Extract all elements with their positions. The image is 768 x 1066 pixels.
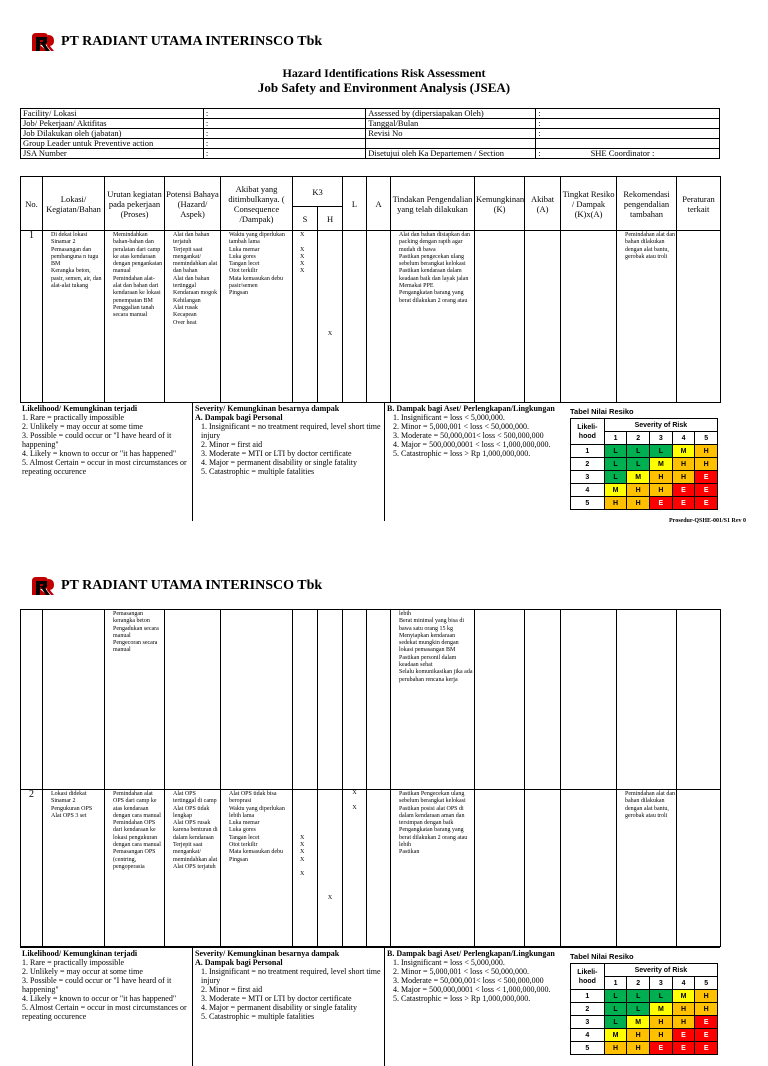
- risk-matrix: [570, 418, 718, 510]
- list-item: • Alat dan bahan tertinggal: [173, 276, 219, 291]
- likelihood-row: 5: [571, 1042, 605, 1055]
- info-colon: :: [203, 139, 365, 149]
- row-potensi-list: [166, 232, 219, 327]
- list-item: • Kehilangan: [173, 298, 219, 305]
- risk-matrix: [570, 963, 718, 1055]
- list-item: • Waktu yang diperlukan lebih lama: [229, 806, 291, 821]
- line-item: 3. Moderate = MTI or LTI by doctor certificate: [201, 449, 352, 458]
- col-k3: K3: [293, 177, 343, 207]
- list-item: • Terjepit saat mengankat/ memindahkan alat dan bahan: [173, 247, 219, 276]
- list-item: • Alat OPS rusak karena benturan di dalam kendaraan: [173, 820, 219, 842]
- list-item: • Terjepit saat mengankat/ memindahkan alat: [173, 842, 219, 864]
- risk-cell: H: [627, 1029, 650, 1042]
- row-tindakan-list: [392, 791, 473, 857]
- severity-col: 4: [672, 432, 695, 445]
- list-item: • Alat rusak: [173, 305, 219, 312]
- risk-cell: H: [672, 471, 695, 484]
- severity-head: Severity of Risk: [604, 964, 717, 977]
- likelihood-title: Likelihood/ Kemungkinan terjadi: [22, 949, 138, 958]
- page-2: [0, 560, 768, 1052]
- list-item: • Menyiapkan kendaraan sedekat mungkin dengan lokasi pemasangan BM: [399, 633, 473, 655]
- row-s-marks: [300, 791, 316, 879]
- severity-col: 2: [627, 977, 650, 990]
- list-item: • Luka memar: [229, 820, 291, 827]
- line-item: 4. Major = 500,000,0001 < loss < 1,000,000,000.: [393, 985, 551, 994]
- risk-cell: H: [695, 990, 718, 1003]
- risk-cell: H: [650, 471, 673, 484]
- list-item: • Otot terkilir: [229, 268, 291, 275]
- risk-cell: L: [604, 458, 627, 471]
- likelihood-head: Likeli-hood: [571, 964, 605, 990]
- line-item: [300, 298, 316, 305]
- row-h-mark: X: [318, 231, 343, 403]
- severity-col: 2: [627, 432, 650, 445]
- col-tindakan: Tindakan Pengendalian yang telah dilakukan: [391, 177, 475, 231]
- procedure-code: Prosedur-QSHE-001/S1 Rev 0: [668, 518, 746, 524]
- risk-cell: E: [672, 1042, 695, 1055]
- asset-title: B. Dampak bagi Aset/ Perlengkapan/Lingkungan: [387, 404, 555, 413]
- table-row: [21, 790, 721, 947]
- info-colon: :: [203, 149, 365, 159]
- severity-col: 1: [604, 432, 627, 445]
- severity-subtitle: A. Dampak bagi Personal: [195, 413, 283, 422]
- list-item: • Pemasangan OPS (centring, pengoperasia: [113, 849, 163, 871]
- col-l: L: [343, 177, 367, 231]
- likelihood-items: [22, 958, 190, 1021]
- line-item: 1. Rare = practically impossible: [22, 958, 125, 967]
- list-item: • Alat dan bahan terjatuh: [173, 232, 219, 247]
- risk-cell: M: [604, 484, 627, 497]
- row-rekomendasi-list: [618, 232, 675, 261]
- info-tanggal-label: Tanggal/Bulan: [366, 119, 536, 129]
- line-item: [300, 791, 316, 798]
- row-lokasi-list: [44, 791, 103, 820]
- col-rekomendasi: Rekomendasi pengendalian tambahan: [617, 177, 677, 231]
- severity-col: 4: [672, 977, 695, 990]
- line-item: 4. Major = 500,000,0001 < loss < 1,000,000,000.: [393, 440, 551, 449]
- tindakan-cont-top: lebih: [399, 611, 411, 617]
- col-urutan: Urutan kegiatan pada pekerjaan (Proses): [105, 177, 165, 231]
- risk-cell: E: [672, 497, 695, 510]
- risk-cell: M: [627, 471, 650, 484]
- list-item: • Mata kemasukan debu pasir/semen: [229, 276, 291, 291]
- severity-col: 5: [695, 432, 718, 445]
- line-item: X: [300, 842, 305, 849]
- company-name: PT RADIANT UTAMA INTERINSCO Tbk: [61, 34, 323, 49]
- list-item: • Lokasi didekat Sinamar 2: [51, 791, 103, 806]
- list-item: • Di dekat lokasi Sinamar 2: [51, 232, 103, 247]
- table-row: [21, 610, 721, 790]
- info-colon: :: [538, 148, 541, 158]
- risk-cell: H: [627, 1042, 650, 1055]
- line-item: [300, 312, 316, 319]
- risk-cell: H: [672, 1016, 695, 1029]
- row-urutan-list: [106, 611, 163, 655]
- col-lokasi: Lokasi/ Kegiatan/Bahan: [43, 177, 105, 231]
- line-item: [300, 813, 316, 820]
- info-colon: :: [536, 109, 720, 119]
- risk-cell: E: [695, 484, 718, 497]
- list-item: • Pastikan Pengecekan ulang sebelum berangkat kelokasi: [399, 791, 473, 806]
- line-item: X: [300, 246, 305, 253]
- asset-legend: [384, 948, 564, 1066]
- row-akibat-list: [222, 791, 291, 864]
- info-colon: :: [536, 129, 720, 139]
- list-item: • Pemindahan alat-alat dan bahan dari kendaraan ke lokasi penempatan BM: [113, 276, 163, 305]
- risk-table-block: [564, 403, 720, 521]
- asset-legend: [384, 403, 564, 521]
- line-item: [300, 320, 316, 327]
- risk-cell: L: [604, 1003, 627, 1016]
- risk-cell: L: [627, 445, 650, 458]
- list-item: • Alat OPS tidak bisa beroprasi: [229, 791, 291, 806]
- list-item: • Mata kemasukan debu: [229, 849, 291, 856]
- list-item: • Pastikan: [399, 849, 473, 856]
- risk-cell: M: [604, 1029, 627, 1042]
- risk-cell: E: [672, 1029, 695, 1042]
- info-facility-label: Facility/ Lokasi: [21, 109, 204, 119]
- severity-title: Severity/ Kemungkinan besarnya dampak: [195, 949, 340, 958]
- col-no: No.: [21, 177, 43, 231]
- col-tingkat: Tingkat Resiko / Dampak (K)x(A): [561, 177, 617, 231]
- line-item: 5. Almost Certain = occur in most circumstances or repeating occurence: [22, 458, 187, 476]
- list-item: • Selalu komunikasikan jika ada perubahan rencana kerja: [399, 669, 473, 684]
- company-name: PT RADIANT UTAMA INTERINSCO Tbk: [61, 578, 323, 593]
- risk-cell: L: [604, 1016, 627, 1029]
- col-akibat-a: Akibat (A): [525, 177, 561, 231]
- line-item: 1. Insignificant = no treatment required, level short time injury: [201, 967, 381, 985]
- asset-items: [387, 958, 562, 1003]
- list-item: • Kecapean: [173, 312, 219, 319]
- line-item: X: [300, 232, 305, 238]
- risk-cell: H: [627, 484, 650, 497]
- info-group-leader-label: Group Leader untuk Preventive action: [21, 139, 204, 149]
- risk-cell: H: [672, 458, 695, 471]
- risk-cell: L: [604, 445, 627, 458]
- row-rekomendasi-list: [618, 791, 675, 820]
- risk-cell: H: [650, 484, 673, 497]
- col-a: A: [367, 177, 391, 231]
- asset-title: B. Dampak bagi Aset/ Perlengkapan/Lingkungan: [387, 949, 555, 958]
- risk-cell: L: [627, 990, 650, 1003]
- risk-cell: H: [604, 1042, 627, 1055]
- list-item: • Pengangkatan barang yang berat dilakukan 2 orang atau lebih: [399, 827, 473, 849]
- legend-section: [20, 947, 720, 1065]
- likelihood-legend: [20, 403, 192, 521]
- risk-cell: L: [650, 990, 673, 1003]
- info-colon: :: [203, 129, 365, 139]
- line-item: X: [300, 253, 305, 260]
- line-item: 2. Unlikely = may occur at some time: [22, 967, 143, 976]
- doc-title: Hazard Identifications Risk Assessment: [282, 66, 486, 80]
- row-lokasi-list: [44, 232, 103, 290]
- risk-cell: E: [650, 1042, 673, 1055]
- company-logo-icon: [30, 575, 56, 597]
- table-row: [21, 231, 721, 403]
- likelihood-row: 2: [571, 1003, 605, 1016]
- risk-cell: L: [604, 471, 627, 484]
- risk-cell: L: [627, 458, 650, 471]
- line-item: [300, 239, 316, 246]
- col-potensi: Potensi Bahaya (Hazard/ Aspek): [165, 177, 221, 231]
- col-s: S: [293, 207, 318, 231]
- likelihood-head: Likeli-hood: [571, 419, 605, 445]
- severity-col: 3: [650, 977, 673, 990]
- line-item: X: [300, 856, 305, 863]
- line-item: [300, 798, 316, 805]
- risk-table-title: Tabel Nilai Resiko: [570, 952, 634, 961]
- row-potensi-list: [166, 791, 219, 871]
- info-assessed-label: Assessed by (dipersiapakan Oleh): [366, 109, 536, 119]
- list-item: • Alat OPS tertinggal di camp: [173, 791, 219, 806]
- line-item: 4. Likely = known to occur or "it has happened": [22, 449, 177, 458]
- line-item: 3. Moderate = MTI or LTI by doctor certificate: [201, 994, 352, 1003]
- severity-head: Severity of Risk: [604, 419, 717, 432]
- risk-cell: H: [627, 497, 650, 510]
- info-she-label: SHE Coordinator :: [590, 148, 655, 158]
- likelihood-row: 4: [571, 1029, 605, 1042]
- risk-cell: E: [695, 1029, 718, 1042]
- severity-col: 1: [604, 977, 627, 990]
- line-item: [300, 305, 316, 312]
- risk-cell: M: [672, 990, 695, 1003]
- severity-legend: [192, 948, 384, 1066]
- list-item: • Pemasangan kerangka beton: [113, 611, 163, 626]
- list-item: • Pastikan pengecekan ulang sebelum berangkat kelokasi: [399, 254, 473, 269]
- list-item: • Alat OPS 3 set: [51, 813, 103, 820]
- company-header: [30, 30, 322, 54]
- list-item: • Kendaraan mogok: [173, 290, 219, 297]
- risk-cell: E: [695, 1042, 718, 1055]
- list-item: • Pemindahan alat dan bahan dilakukan dengan alat bantu, gerobak atau troli: [625, 791, 675, 820]
- line-item: 2. Minor = 5,000,001 < loss < 50,000,000.: [393, 422, 529, 431]
- risk-cell: M: [627, 1016, 650, 1029]
- likelihood-row: 3: [571, 1016, 605, 1029]
- row-s-marks: [300, 232, 316, 327]
- list-item: • Kerangka beton, pasir, semen, air, dan alat-alat tukang: [51, 268, 103, 290]
- row-no: 2: [21, 790, 43, 947]
- info-revisi-label: Revisi No: [366, 129, 536, 139]
- line-item: [300, 827, 316, 834]
- risk-table-title: Tabel Nilai Resiko: [570, 407, 634, 416]
- line-item: 5. Catastrophic = multiple fatalities: [201, 1012, 315, 1021]
- list-item: • Tangan lecet: [229, 835, 291, 842]
- line-item: [344, 797, 365, 804]
- company-logo-icon: [30, 31, 56, 53]
- risk-cell: H: [650, 1029, 673, 1042]
- line-item: 1. Insignificant = loss < 5,000,000.: [393, 413, 505, 422]
- line-item: [300, 864, 316, 871]
- risk-cell: M: [650, 1003, 673, 1016]
- risk-cell: M: [650, 458, 673, 471]
- list-item: • Pastikan posisi alat OPS di dalam kendaraan aman dan tersimpan dengan baik: [399, 806, 473, 828]
- risk-cell: E: [672, 484, 695, 497]
- list-item: • Pastikan personil dalam keadaan sehat: [399, 655, 473, 670]
- row-urutan-list: [106, 791, 163, 871]
- legend-section: [20, 402, 720, 520]
- severity-subtitle: A. Dampak bagi Personal: [195, 958, 283, 967]
- line-item: 5. Catastrophic = loss > Rp 1,000,000,000.: [393, 994, 531, 1003]
- list-item: • Memindahkan bahan-bahan dan peralatan dari camp ke atas kendaraan dengan pengankatan manual: [113, 232, 163, 276]
- line-item: X: [300, 871, 305, 878]
- jsea-table: [20, 176, 721, 403]
- list-item: • Pemindahan OPS dari kendaraan ke lokasi pengukuran dengan cara manual: [113, 820, 163, 849]
- line-item: [300, 290, 316, 297]
- row-tindakan-list: [392, 618, 473, 684]
- list-item: • Alat OPS terjatuh: [173, 864, 219, 871]
- likelihood-row: 1: [571, 990, 605, 1003]
- line-item: 1. Insignificant = no treatment required, level short time injury: [201, 422, 381, 440]
- list-item: • Pemasangan dan pembanguna n tugu BM: [51, 247, 103, 269]
- line-item: X: [352, 804, 357, 811]
- info-jsa-label: JSA Number: [21, 149, 204, 159]
- list-item: • Luka memar: [229, 247, 291, 254]
- line-item: X: [300, 849, 305, 856]
- list-item: • Pengukuran OPS: [51, 806, 103, 813]
- line-item: 5. Almost Certain = occur in most circumstances or repeating occurence: [22, 1003, 187, 1021]
- line-item: 5. Catastrophic = multiple fatalities: [201, 467, 315, 476]
- risk-cell: H: [650, 1016, 673, 1029]
- severity-items: [195, 422, 382, 476]
- line-item: X: [352, 790, 357, 796]
- risk-cell: H: [695, 445, 718, 458]
- list-item: • Pemindahan alat dan bahan dilakukan dengan alat bantu, gerobak atau troli: [625, 232, 675, 261]
- severity-col: 3: [650, 432, 673, 445]
- list-item: • Memakai PPE: [399, 283, 473, 290]
- line-item: 1. Insignificant = loss < 5,000,000.: [393, 958, 505, 967]
- likelihood-row: 2: [571, 458, 605, 471]
- row-akibat-list: [222, 232, 291, 298]
- severity-legend: [192, 403, 384, 521]
- risk-cell: H: [672, 1003, 695, 1016]
- likelihood-row: 4: [571, 484, 605, 497]
- row-tindakan-list: [392, 232, 473, 305]
- list-item: • Pemindahan alat OPS dari camp ke atas kendaraan dengan cara manual: [113, 791, 163, 820]
- list-item: • Pengangkatan barang yang berat dilakukan 2 orang atau: [399, 290, 473, 305]
- likelihood-row: 1: [571, 445, 605, 458]
- info-jobby-label: Job Dilakukan oleh (jabatan): [21, 129, 204, 139]
- risk-cell: E: [650, 497, 673, 510]
- col-kemungkinan: Kemungkinan (K): [475, 177, 525, 231]
- info-colon: :: [203, 119, 365, 129]
- list-item: • Penggalian tanah secara manual: [113, 305, 163, 320]
- line-item: 2. Minor = 5,000,001 < loss < 50,000,000.: [393, 967, 529, 976]
- likelihood-items: [22, 413, 190, 476]
- line-item: [300, 806, 316, 813]
- col-akibat: Akibat yang ditimbulkanya. ( Consequence /Dampak): [221, 177, 293, 231]
- info-colon: :: [536, 119, 720, 129]
- severity-items: [195, 967, 382, 1021]
- info-table: [20, 108, 720, 159]
- list-item: • Pengecoran secara manual: [113, 640, 163, 655]
- risk-cell: H: [695, 1003, 718, 1016]
- list-item: • Luka gores: [229, 254, 291, 261]
- info-disetujui-label: Disetujui oleh Ka Departemen / Section: [366, 149, 536, 159]
- col-peraturan: Peraturan terkait: [677, 177, 721, 231]
- doc-subtitle: Job Safety and Environment Analysis (JSEA): [257, 80, 511, 95]
- asset-items: [387, 413, 562, 458]
- line-item: 4. Major = permanent disability or single fatality: [201, 458, 358, 467]
- row-no: 1: [21, 231, 43, 403]
- line-item: 5. Catastrophic = loss > Rp 1,000,000,000.: [393, 449, 531, 458]
- line-item: 2. Minor = first aid: [201, 985, 263, 994]
- risk-table-block: [564, 948, 720, 1066]
- list-item: • Pastikan kendaraan dalam keadaan baik dan layak jalan: [399, 268, 473, 283]
- line-item: [300, 820, 316, 827]
- risk-cell: M: [672, 445, 695, 458]
- likelihood-row: 5: [571, 497, 605, 510]
- jsea-table-cont: [20, 609, 721, 947]
- risk-cell: L: [650, 445, 673, 458]
- likelihood-legend: [20, 948, 192, 1066]
- col-h: H: [318, 207, 343, 231]
- row-h-mark: X: [318, 790, 343, 947]
- info-colon: :: [203, 109, 365, 119]
- line-item: 2. Minor = first aid: [201, 440, 263, 449]
- line-item: 1. Rare = practically impossible: [22, 413, 125, 422]
- risk-cell: L: [627, 1003, 650, 1016]
- row-urutan-list: [106, 232, 163, 320]
- line-item: 3. Moderate = 50,000,001< loss < 500,000,000: [393, 976, 544, 985]
- list-item: • Pingsan: [229, 290, 291, 297]
- line-item: X: [300, 261, 305, 268]
- line-item: 3. Moderate = 50,000,001< loss < 500,000,000: [393, 431, 544, 440]
- risk-cell: E: [695, 1016, 718, 1029]
- company-header: [30, 574, 322, 598]
- list-item: • Otot terkilir: [229, 842, 291, 849]
- list-item: • Over heat: [173, 320, 219, 327]
- severity-title: Severity/ Kemungkinan besarnya dampak: [195, 404, 340, 413]
- list-item: • Alat OPS tidak lengkap: [173, 806, 219, 821]
- list-item: • Berat minimal yang bisa di bawa satu orang 15 kg: [399, 618, 473, 633]
- line-item: 2. Unlikely = may occur at some time: [22, 422, 143, 431]
- row-l-marks: [344, 790, 365, 812]
- list-item: • Pingsan: [229, 857, 291, 864]
- severity-col: 5: [695, 977, 718, 990]
- list-item: • Pengadukan secara manual: [113, 626, 163, 641]
- list-item: • Alat dan bahan disiapkan dan packing dengan rapih agar mudah di bawa: [399, 232, 473, 254]
- line-item: [300, 276, 316, 283]
- line-item: X: [300, 268, 305, 275]
- risk-cell: L: [604, 990, 627, 1003]
- likelihood-title: Likelihood/ Kemungkinan terjadi: [22, 404, 138, 413]
- risk-cell: E: [695, 471, 718, 484]
- line-item: X: [300, 834, 305, 841]
- list-item: • Tangan lecet: [229, 261, 291, 268]
- line-item: [300, 283, 316, 290]
- risk-cell: H: [695, 458, 718, 471]
- line-item: 3. Possible = could occur or "I have heard of it happening": [22, 976, 172, 994]
- line-item: 4. Major = permanent disability or single fatality: [201, 1003, 358, 1012]
- risk-cell: E: [695, 497, 718, 510]
- info-job-label: Job/ Pekerjaan/ Aktifitas: [21, 119, 204, 129]
- line-item: 3. Possible = could occur or "I have heard of it happening": [22, 431, 172, 449]
- likelihood-row: 3: [571, 471, 605, 484]
- line-item: 4. Likely = known to occur or "it has happened": [22, 994, 177, 1003]
- risk-cell: H: [604, 497, 627, 510]
- list-item: • Waktu yang diperlukan tambah lama: [229, 232, 291, 247]
- list-item: • Luka gores: [229, 827, 291, 834]
